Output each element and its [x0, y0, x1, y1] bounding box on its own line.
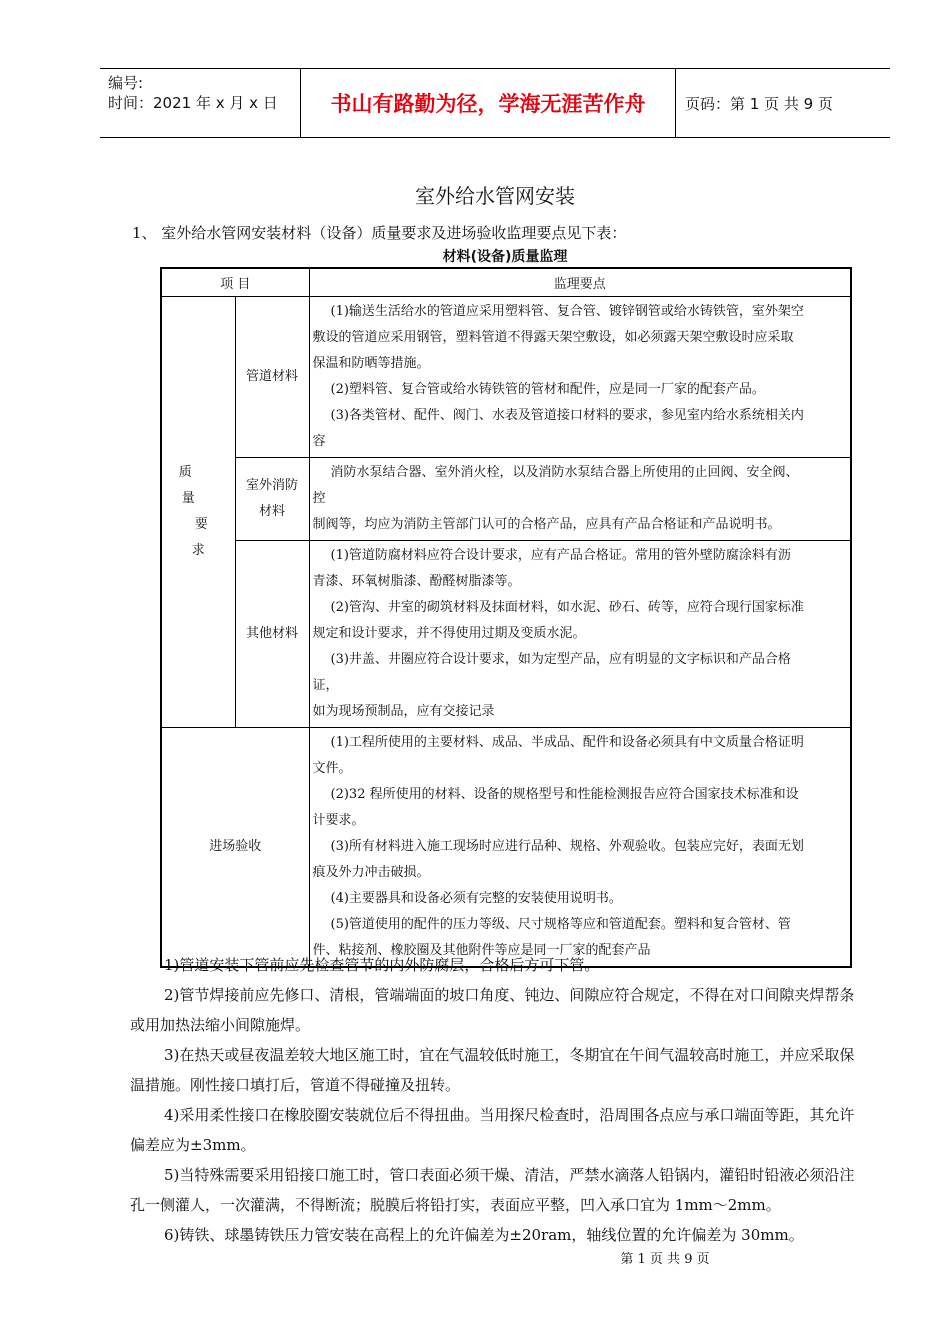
- points-line: (2)塑料管、复合管或给水铸铁管的管材和配件，应是同一厂家的配套产品。: [330, 382, 765, 397]
- subcategory-line: 材料: [259, 504, 286, 519]
- body-paragraph: 3)在热天或昼夜温差较大地区施工时，宜在气温较低时施工，冬期宜在午间气温较高时施工，并应采取保温措施。刚性接口填打后，管道不得碰撞及扭转。: [130, 1046, 855, 1094]
- header-number-label: 编号:: [108, 74, 144, 92]
- page-header: [100, 68, 890, 138]
- header-points-cell: 监理要点: [309, 268, 851, 297]
- quality-table: [160, 267, 852, 968]
- points-line: (3)所有材料进入施工现场时应进行品种、规格、外观验收。包装应完好，表面无划: [330, 839, 804, 854]
- subcategory-cell: 管道材料: [235, 297, 309, 458]
- table-row: [161, 458, 851, 541]
- points-line: 保温和防晒等措施。: [312, 356, 430, 371]
- points-line: 如为现场预制品，应有交接记录: [312, 704, 495, 719]
- body-paragraph: 1)管道安装下管前应先检查管节的内外防腐层，合格后方可下管。: [164, 956, 600, 974]
- header-meta: [108, 73, 298, 113]
- points-line: 文件。: [312, 761, 352, 776]
- table-row: [161, 541, 851, 728]
- quality-label-char: 质: [178, 465, 192, 480]
- points-line: 证，: [312, 678, 339, 693]
- points-line: (2)管沟、井室的砌筑材料及抹面材料，如水泥、砂石、砖等，应符合现行国家标准: [330, 600, 804, 615]
- points-line: (2)32 程所使用的材料、设备的规格型号和性能检测报告应符合国家技术标准和设: [330, 787, 799, 802]
- points-line: (1)管道防腐材料应符合设计要求，应有产品合格证。常用的管外壁防腐涂料有沥: [330, 548, 791, 563]
- points-line: (1)工程所使用的主要材料、成品、半成品、配件和设备必须具有中文质量合格证明: [330, 735, 804, 750]
- points-line: (5)管道使用的配件的压力等级、尺寸规格等应和管道配套。塑料和复合管材、管: [330, 917, 791, 932]
- quality-category-cell: [161, 297, 235, 728]
- table-row: [161, 728, 851, 968]
- points-line: 控: [312, 491, 326, 506]
- body-paragraph: 4)采用柔性接口在橡胶圈安装就位后不得扭曲。当用探尺检查时，沿周围各点应与承口端面等距，其允许偏差应为±3mm。: [130, 1106, 855, 1154]
- quality-label-char: 要: [194, 517, 208, 532]
- subcategory-cell: [235, 458, 309, 541]
- points-line: 件、粘接剂、橡胶圈及其他附件等应是同一厂家的配套产品: [312, 943, 651, 958]
- body-paragraphs: [130, 950, 860, 1250]
- quality-label-char: 量: [181, 491, 195, 506]
- acceptance-category-cell: 进场验收: [161, 728, 309, 968]
- header-divider: [675, 69, 676, 137]
- points-line: 容: [312, 434, 326, 449]
- table-caption: 材料(设备)质量监理: [442, 249, 568, 265]
- header-time-label: 时间：2021 年 x 月 x 日: [108, 94, 278, 112]
- subcategory-cell: 其他材料: [235, 541, 309, 728]
- points-line: 计要求。: [312, 813, 365, 828]
- points-cell: [309, 728, 851, 968]
- intro-line: 1、 室外给水管网安装材料（设备）质量要求及进场验收监理要点见下表：: [132, 224, 627, 242]
- points-line: (3)井盖、井圈应符合设计要求，如为定型产品，应有明显的文字标识和产品合格: [330, 652, 791, 667]
- points-line: 制阀等，均应为消防主管部门认可的合格产品，应具有产品合格证和产品说明书。: [312, 517, 781, 532]
- body-paragraph: 6)铸铁、球墨铸铁压力管安装在高程上的允许偏差为±20ram，轴线位置的允许偏差为 30mm。: [164, 1226, 804, 1244]
- points-line: 敷设的管道应采用钢管，塑料管道不得露天架空敷设，如必须露天架空敷设时应采取: [312, 330, 794, 345]
- points-line: (3)各类管材、配件、阀门、水表及管道接口材料的要求，参见室内给水系统相关内: [330, 408, 804, 423]
- page-footer: 第 1 页 共 9 页: [620, 1252, 710, 1267]
- points-cell: [309, 541, 851, 728]
- points-line: 痕及外力冲击破损。: [312, 865, 430, 880]
- header-item-cell: 项 目: [161, 268, 309, 297]
- points-line: (1)输送生活给水的管道应采用塑料管、复合管、镀锌钢管或给水铸铁管，室外架空: [330, 304, 804, 319]
- header-motto: 书山有路勤为径，学海无涯苦作舟: [330, 92, 646, 116]
- body-paragraph: 2)管节焊接前应先修口、清根，管端端面的坡口角度、钝边、间隙应符合规定，不得在对口间隙夹焊帮条或用加热法缩小间隙施焊。: [130, 986, 855, 1034]
- table-row: [161, 297, 851, 458]
- points-line: 青漆、环氧树脂漆、酚醛树脂漆等。: [312, 574, 521, 589]
- table-header-row: [161, 268, 851, 297]
- subcategory-line: 室外消防: [246, 478, 299, 493]
- points-line: (4)主要器具和设备必须有完整的安装使用说明书。: [330, 891, 622, 906]
- points-line: 消防水泵结合器、室外消火栓，以及消防水泵结合器上所使用的止回阀、安全阀、: [330, 465, 799, 480]
- body-paragraph: 5)当特殊需要采用铅接口施工时，管口表面必须干燥、清洁，严禁水滴落人铅锅内，灌铅时铅液必须沿注孔一侧灌人，一次灌满，不得断流；脱膜后将铅打实，表面应平整，凹入承口宜为 1mm～2mm。: [130, 1166, 855, 1214]
- points-cell: [309, 297, 851, 458]
- document-title: 室外给水管网安装: [415, 184, 575, 208]
- points-line: 规定和设计要求，并不得使用过期及变质水泥。: [312, 626, 586, 641]
- header-page-label: 页码：第 1 页 共 9 页: [685, 94, 833, 113]
- quality-label-char: 求: [191, 543, 205, 558]
- points-cell: [309, 458, 851, 541]
